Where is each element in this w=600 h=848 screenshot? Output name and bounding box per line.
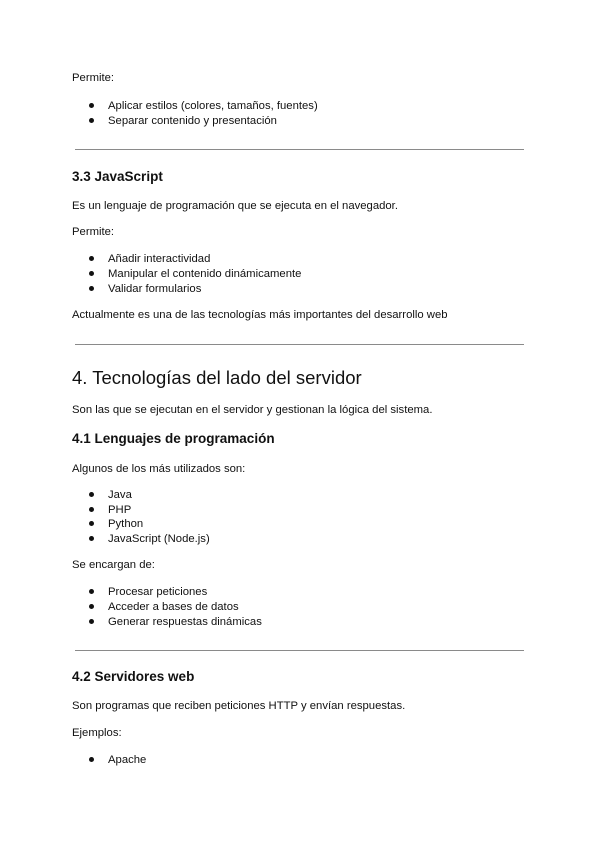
- list-item: Separar contenido y presentación: [108, 115, 277, 127]
- list-item: PHP: [108, 504, 132, 516]
- bullet-icon: [89, 256, 94, 261]
- bullet-icon: [89, 286, 94, 291]
- list-item: Aplicar estilos (colores, tamaños, fuentes): [108, 100, 318, 112]
- section-heading-4-2: 4.2 Servidores web: [72, 669, 195, 684]
- list-item: Java: [108, 489, 132, 501]
- bullet-icon: [89, 521, 94, 526]
- list-item: Generar respuestas dinámicas: [108, 616, 262, 628]
- bullet-icon: [89, 492, 94, 497]
- bullet-icon: [89, 507, 94, 512]
- bullet-icon: [89, 118, 94, 123]
- paragraph: Se encargan de:: [72, 559, 155, 571]
- section-divider: [75, 344, 524, 345]
- paragraph: Son las que se ejecutan en el servidor y gestionan la lógica del sistema.: [72, 404, 433, 416]
- list-item: JavaScript (Node.js): [108, 533, 210, 545]
- list-item: Manipular el contenido dinámicamente: [108, 268, 302, 280]
- list-item: Validar formularios: [108, 283, 202, 295]
- list-item: Procesar peticiones: [108, 586, 208, 598]
- list-item: Añadir interactividad: [108, 253, 211, 265]
- list-item: Apache: [108, 754, 147, 766]
- bullet-icon: [89, 619, 94, 624]
- list-item: Acceder a bases de datos: [108, 601, 239, 613]
- permite-label: Permite:: [72, 72, 115, 84]
- paragraph: Actualmente es una de las tecnologías más importantes del desarrollo web: [72, 309, 448, 321]
- paragraph: Algunos de los más utilizados son:: [72, 463, 246, 475]
- section-heading-4: 4. Tecnologías del lado del servidor: [72, 367, 362, 388]
- bullet-icon: [89, 757, 94, 762]
- paragraph: Ejemplos:: [72, 727, 122, 739]
- paragraph: Son programas que reciben peticiones HTTP y envían respuestas.: [72, 700, 406, 712]
- bullet-icon: [89, 536, 94, 541]
- section-divider: [75, 149, 524, 150]
- list-item: Python: [108, 518, 144, 530]
- section-heading-3-3: 3.3 JavaScript: [72, 169, 163, 184]
- bullet-icon: [89, 589, 94, 594]
- paragraph: Es un lenguaje de programación que se ejecuta en el navegador.: [72, 200, 398, 212]
- permite-label: Permite:: [72, 226, 115, 238]
- section-heading-4-1: 4.1 Lenguajes de programación: [72, 431, 275, 446]
- bullet-icon: [89, 604, 94, 609]
- bullet-icon: [89, 103, 94, 108]
- bullet-icon: [89, 271, 94, 276]
- section-divider: [75, 650, 524, 651]
